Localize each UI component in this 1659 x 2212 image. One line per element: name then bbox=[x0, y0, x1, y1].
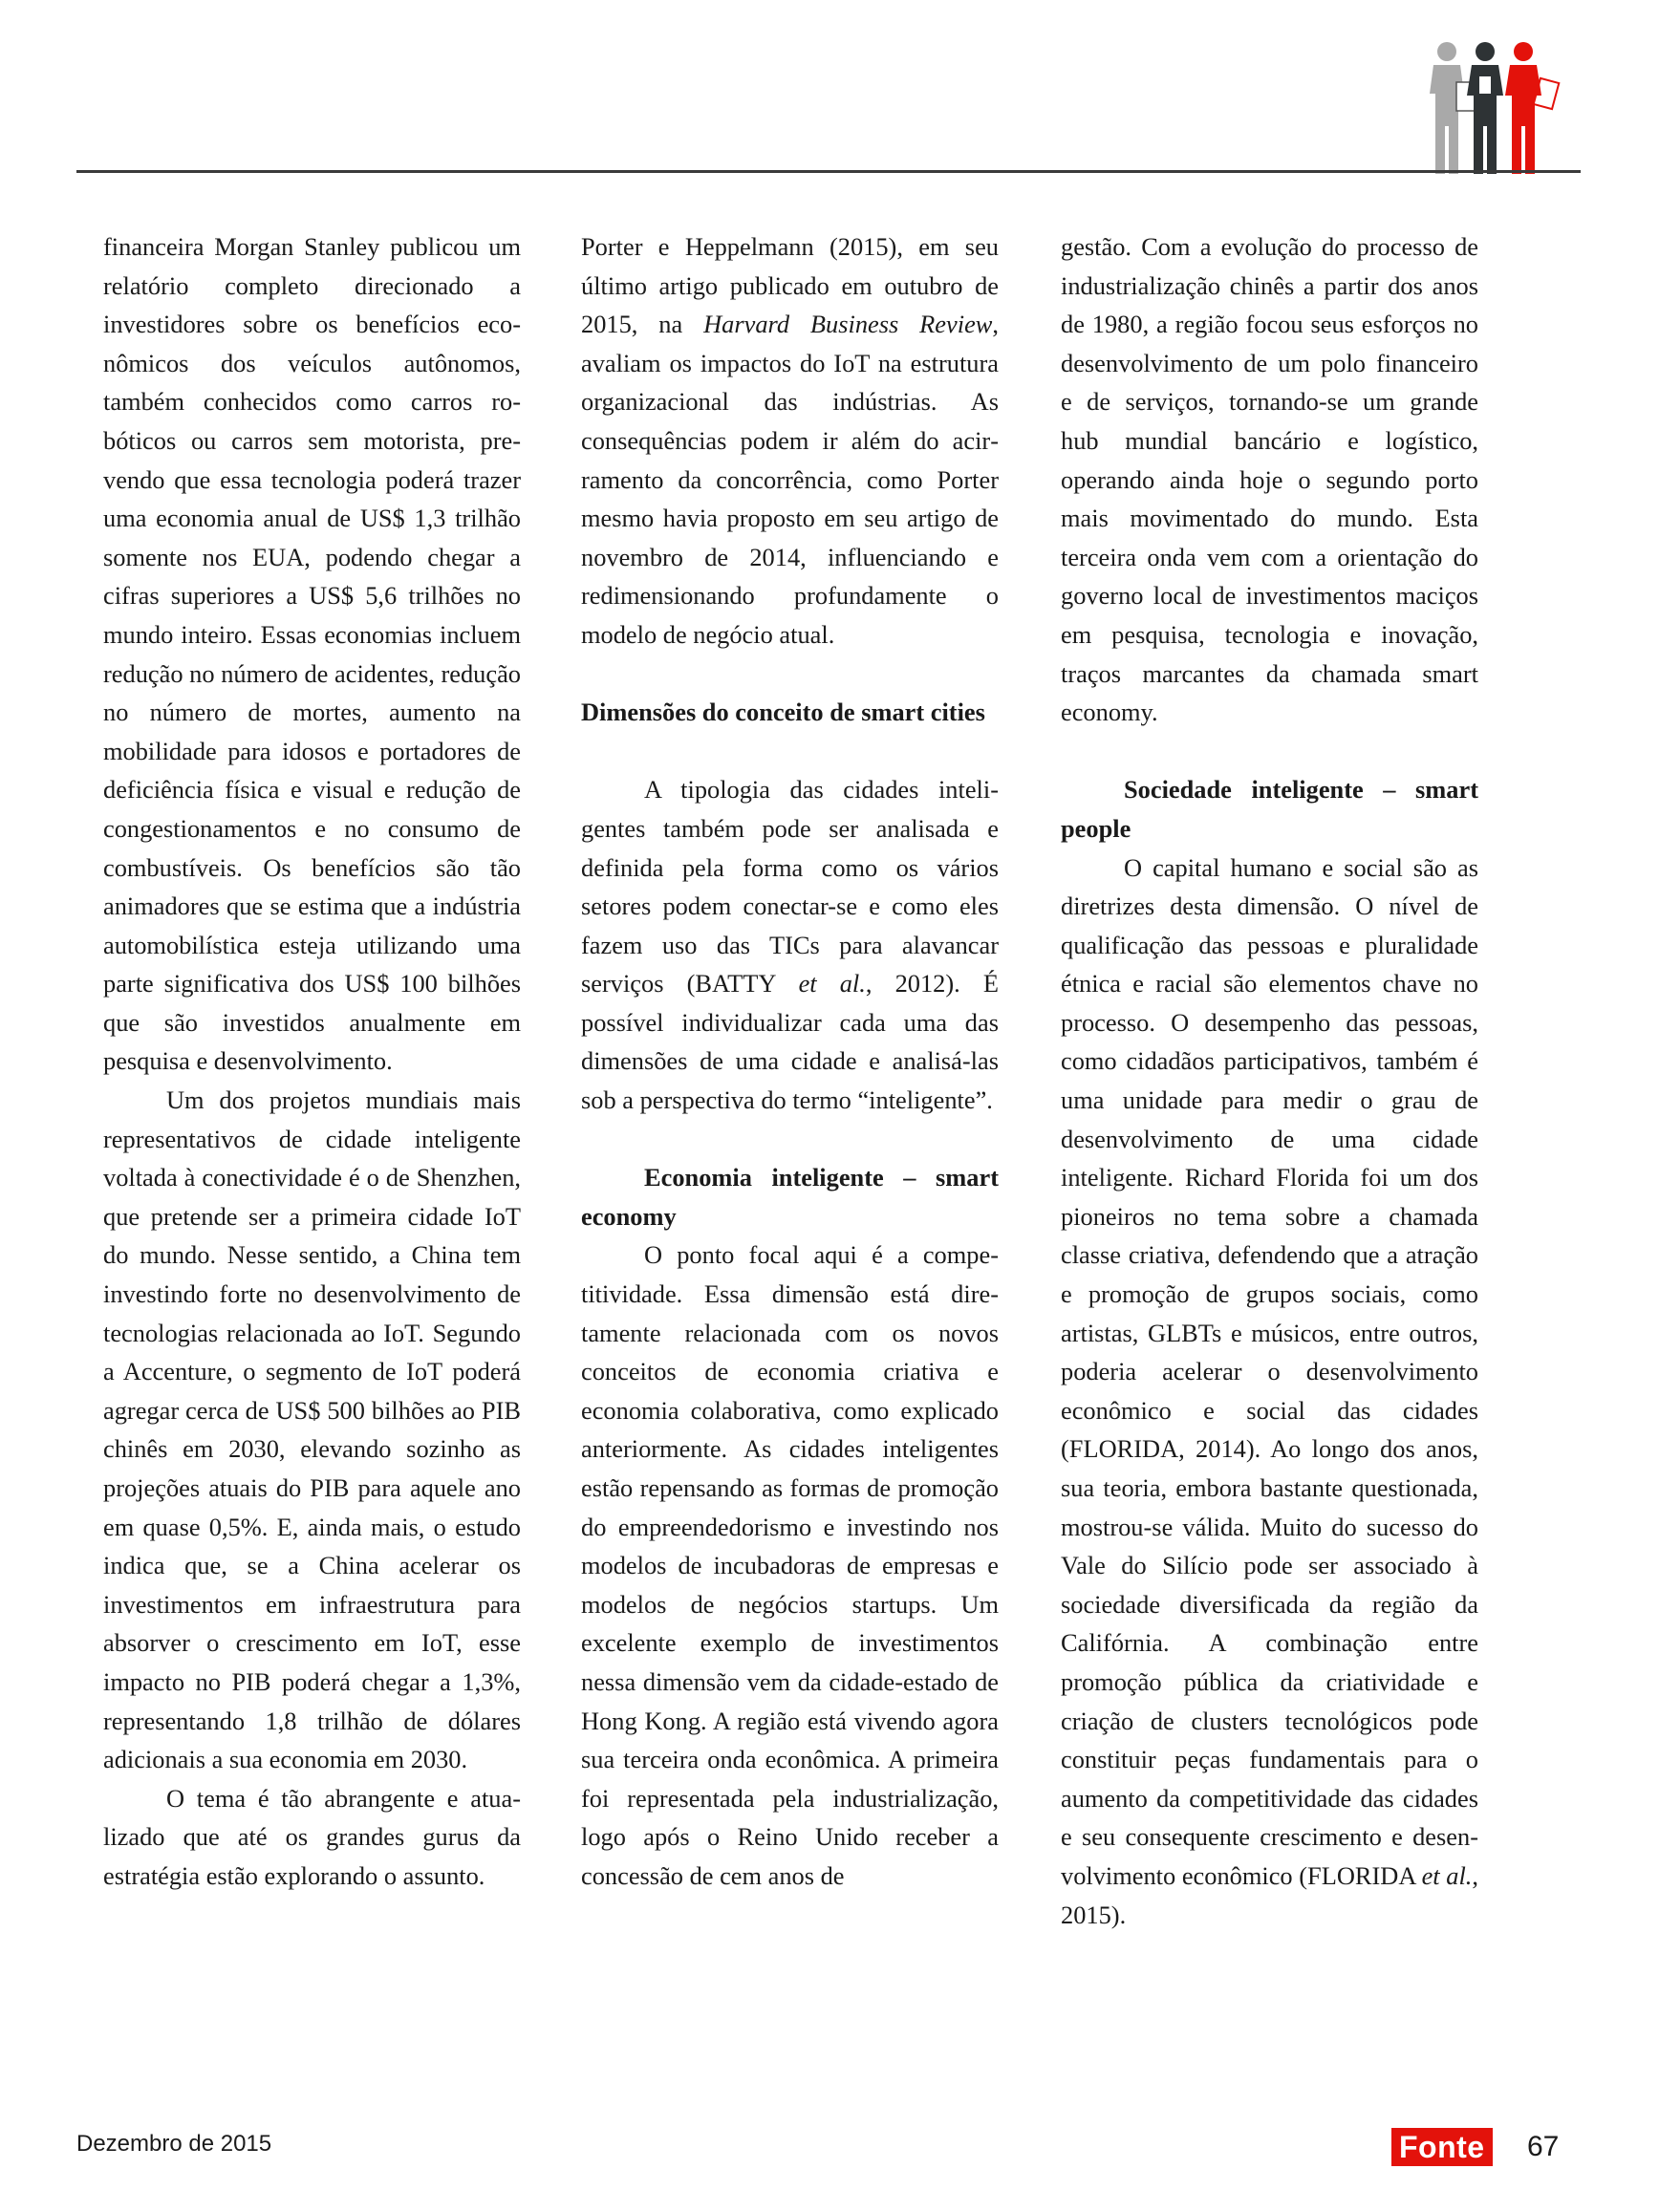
paragraph: financeira Morgan Stanley publicou um relatório completo direcionado a investidores sobre os benefícios econômicos dos veículos autônomos, também conhecidos como carros robóticos ou carros sem motorista, prevendo que essa tecnologia poderá trazer uma economia anual de US$ 1,3 trilhão somente nos EUA, podendo chegar a cifras superiores a US$ 5,6 trilhões no mundo inteiro. Essas economias incluem redução no número de acidentes, redução no número de mortes, aumento na mobilidade para idosos e portadores de deficiência física e visual e redução de congestionamentos e no consumo de combustíveis. Os benefícios são tão animadores que se estima que a indústria automobilística esteja utilizando uma parte significativa dos US$ 100 bilhões que são investidos anualmente em pesquisa e desenvolvimento. bbox=[103, 232, 521, 1076]
paragraph: gestão. Com a evolução do processo de industrialização chinês a partir dos anos de 1980, a região focou seus esforços no desenvolvimento de um polo financeiro e de serviços, tornando-se um grande hub mundial bancário e logístico, operando ainda hoje o segundo porto mais movimentado do mundo. Esta terceira onda vem com a orientação do governo local de investimentos maciços em pesquisa, tecnologia e inovação, traços marcantes da chamada smart economy. bbox=[1061, 232, 1478, 727]
paragraph bbox=[1061, 848, 1478, 1935]
journal-title: Harvard Business Review bbox=[703, 310, 993, 339]
paragraph bbox=[581, 770, 999, 1119]
paragraph-text: A tipologia das cidades inteligentes também pode ser analisada e definida pela forma como os vários setores podem conectar-se e como eles fazem uso das TICs para alavancar serviços (BATTY bbox=[581, 775, 999, 999]
text-column-2 bbox=[581, 227, 999, 1896]
section-heading: Sociedade inteligente – smart people bbox=[1061, 775, 1478, 843]
paragraph-text: Porter e Heppelmann (2015), em seu último artigo publicado em outubro de 2015, na bbox=[581, 232, 999, 339]
people-figures-logo bbox=[1424, 40, 1577, 174]
paragraph-text: , 2015). bbox=[1061, 1860, 1478, 1929]
paragraph-text: , avaliam os impactos do IoT na estrutura organizacional das indústrias. As consequências podem ir além do acirramento da concorrência, como Porter mesmo havia proposto em seu artigo de novembro de 2014, influenciando e redimensionando profundamente o modelo de negócio atual. bbox=[581, 310, 999, 649]
shirt-collar bbox=[1479, 76, 1491, 94]
paragraph: O tema é tão abrangente e atualizado que até os grandes gurus da estratégia estão explorando o assunto. bbox=[103, 1783, 521, 1890]
paragraph: O ponto focal aqui é a competitividade. Essa dimensão está diretamente relacionada com os novos conceitos de economia criativa e economia colaborativa, como explicado anteriormente. As cidades inteligentes estão repensando as formas de promoção do empreendedorismo e investindo nos modelos de incubadoras de empresas e modelos de negócios startups. Um excelente exemplo de investimentos nessa dimensão vem da cidade-estado de Hong Kong. A região está vivendo agora sua terceira onda econômica. A primeira foi representada pela industrialização, logo após o Reino Unido receber a concessão de cem anos de bbox=[581, 1240, 999, 1890]
text-column-3 bbox=[1061, 227, 1478, 1934]
issue-date: Dezembro de 2015 bbox=[76, 2131, 272, 2157]
paragraph: Um dos projetos mundiais mais representativos de cidade inteligente voltada à conectividade é o de Shenzhen, que pretende ser a primeira cidade IoT do mundo. Nesse sentido, a China tem investindo forte no desenvolvimento de tecnologias relacionada ao IoT. Segundo a Accenture, o segmento de IoT poderá agregar cerca de US$ 500 bilhões ao PIB chinês em 2030, elevando sozinho as projeções atuais do PIB para aquele ano em quase 0,5%. E, ainda mais, o estudo indica que, se a China acelerar os investimentos em infraestrutura para absorver o crescimento em IoT, esse impacto no PIB poderá chegar a 1,3%, representando 1,8 trilhão de dólares adicionais a sua economia em 2030. bbox=[103, 1085, 521, 1774]
paragraph-text: , 2012). É possível individualizar cada uma das dimensões de uma cidade e analisá-las sob a perspectiva do termo “inteligente”. bbox=[581, 969, 999, 1115]
citation-italic: et al. bbox=[1421, 1860, 1473, 1890]
citation-italic: et al. bbox=[798, 969, 866, 999]
header-rule bbox=[76, 170, 1581, 173]
magazine-logo: Fonte bbox=[1391, 2128, 1493, 2166]
paragraph bbox=[581, 227, 999, 655]
section-heading: Dimensões do conceito de smart cities bbox=[581, 698, 985, 727]
page-number: 67 bbox=[1527, 2131, 1560, 2162]
red-figure bbox=[1505, 42, 1541, 174]
text-column-1 bbox=[103, 227, 521, 1896]
paragraph-text: O capital humano e social são as diretrizes desta dimensão. O nível de qualificação das pessoas e pluralidade étnica e racial são elementos chave no processo. O desempenho das pessoas, como cidadãos participativos, também é uma unidade para medir o grau de desenvolvimento de uma cidade inteligente. Richard Florida foi um dos pioneiros no tema sobre a chamada classe criativa, defendendo que a atração e promoção de grupos sociais, como artistas, GLBTs e músicos, entre outros, poderia acelerar o desenvolvimento econômico e social das cidades (FLORIDA, 2014). Ao longo dos anos, sua teoria, embora bastante questionada, mostrou-se válida. Muito do sucesso do Vale do Silício pode ser associado à sociedade diversificada da região da Califórnia. A combinação entre promoção pública da criatividade e criação de clusters tecnológicos pode constituir peças fundamentais para o aumento da competitividade das cidades e seu consequente crescimento e desenvolvimento econômico (FLORIDA bbox=[1061, 852, 1478, 1890]
section-heading: Economia inteligente – smart economy bbox=[581, 1163, 999, 1231]
